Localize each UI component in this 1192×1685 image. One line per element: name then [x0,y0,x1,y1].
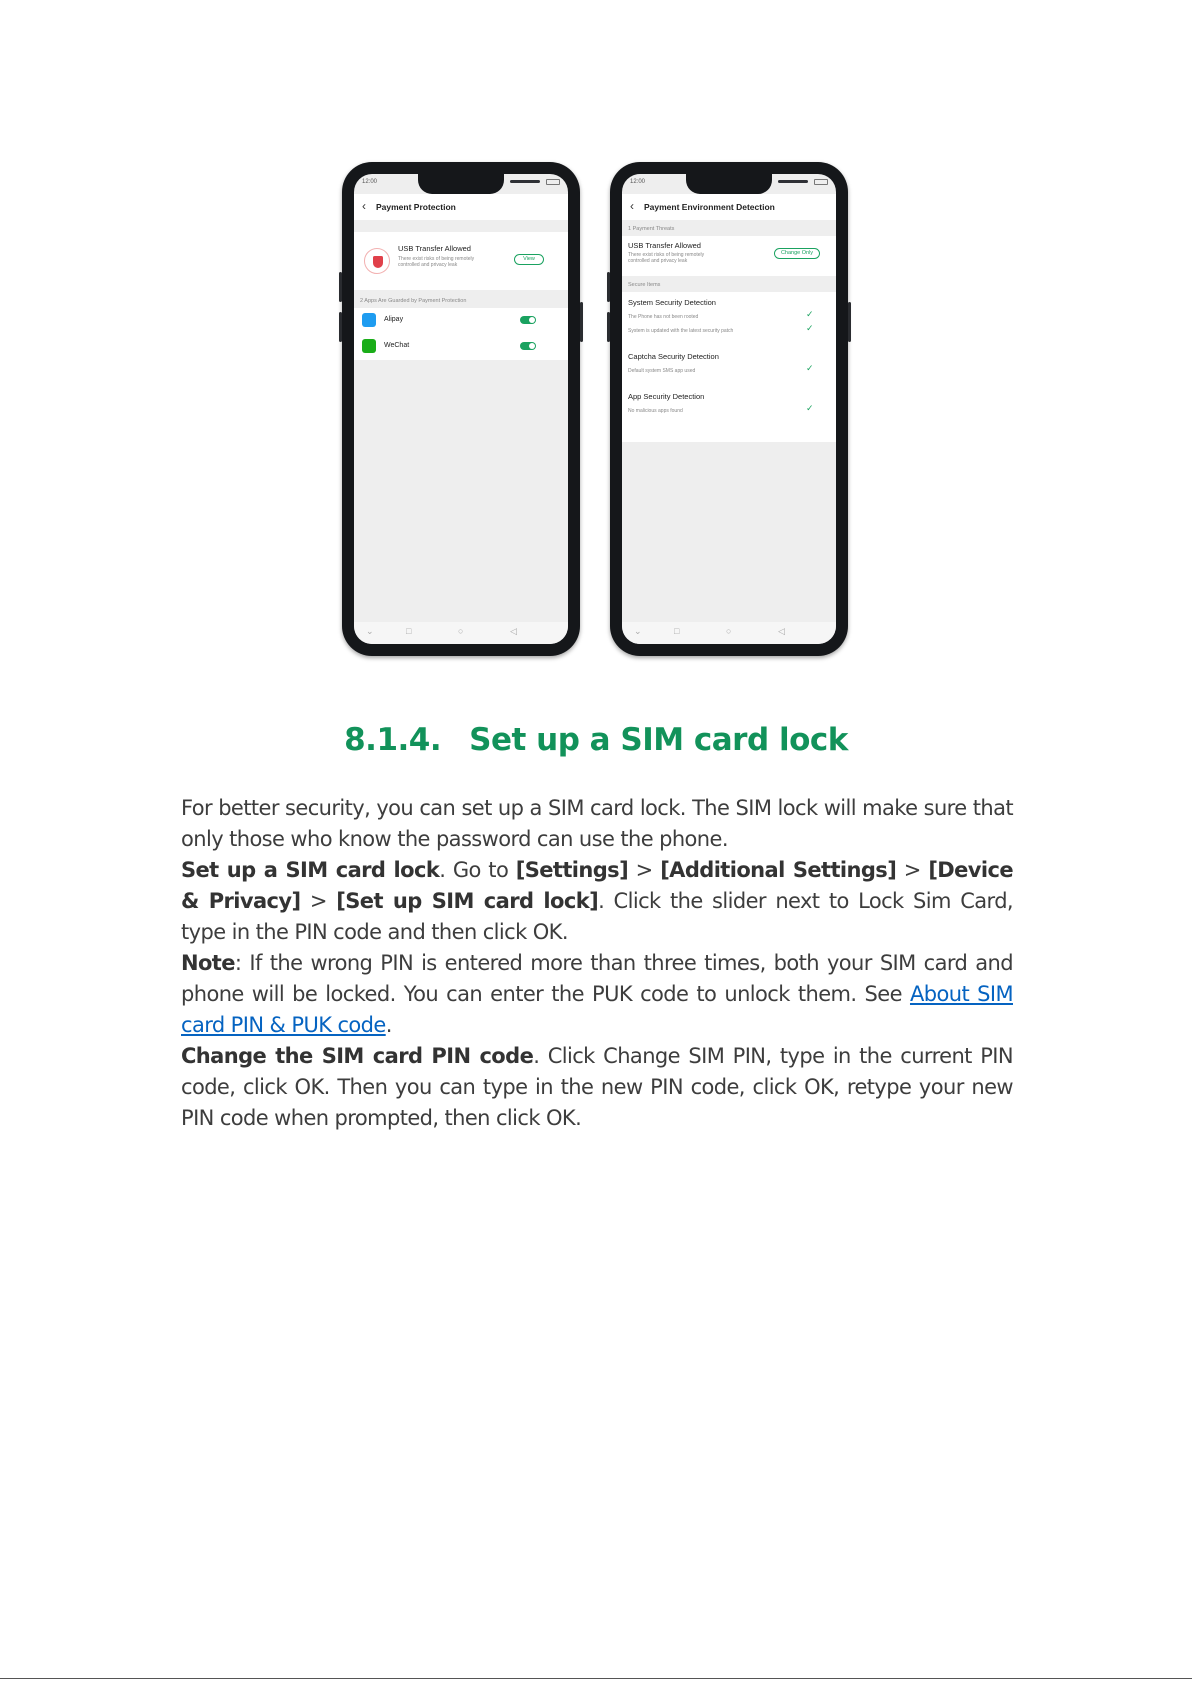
power-button [848,302,851,342]
body-text [181,793,1013,1134]
setup-text: . Click the slider next to Lock Sim Card, type in the PIN code and then click OK. [181,889,1014,944]
setup-paragraph [181,855,1013,948]
note-text: : If the wrong PIN is entered more than three times, both your SIM card and phone will be locked. You can enter the PUK code to unlock them. See [181,951,1013,1006]
back-nav-icon[interactable]: ◁ [778,626,785,636]
usb-title: USB Transfer Allowed [628,241,701,250]
phone-payment-environment [610,162,848,656]
volume-button [607,312,610,342]
captcha-security-title: Captcha Security Detection [628,352,719,361]
volume-button [339,312,342,342]
view-button[interactable]: View [514,254,544,265]
captcha-item-sms: Default system SMS app used [628,368,696,374]
system-item-rooted: The Phone has not been rooted [628,314,699,320]
check-icon: ✓ [806,323,814,333]
battery-icon [546,179,560,185]
volume-button [607,272,610,302]
chevron-down-icon[interactable]: ⌄ [366,626,374,636]
screen-title: Payment Protection [376,202,456,212]
usb-warning-card [354,232,568,290]
recent-apps-icon[interactable]: □ [406,626,412,636]
path-separator: > [628,858,661,882]
change-pin-text: . Click Change SIM PIN, type in the current PIN code, click OK. Then you can type in the new PIN code, click OK, retype your new PIN code when prompted, then click OK. [181,1044,1013,1130]
secure-header: Secure Items [628,282,661,288]
check-icon: ✓ [806,309,814,319]
apps-header: 2 Apps Are Guarded by Payment Protection [360,298,467,304]
app-security-title: App Security Detection [628,392,705,401]
usb-threat-card [622,236,836,276]
section-heading [0,722,1192,758]
shield-icon [364,248,390,274]
about-pin-puk-link[interactable]: About SIM card PIN & PUK code [181,982,1013,1037]
nav-bar [354,622,568,644]
phone-payment-protection [342,162,580,656]
phone-notch [686,174,772,194]
change-pin-lead: Change the SIM card PIN code [181,1044,534,1068]
settings-path: [Settings] [515,858,629,882]
app-label-wechat: WeChat [384,342,410,349]
path-separator: > [896,858,929,882]
status-time: 12:00 [362,179,378,185]
app-item-malicious: No malicious apps found [628,408,683,414]
usb-desc: There exist risks of being remotely controlled and privacy leak [398,256,475,268]
phone-screen [622,174,836,644]
screen-title: Payment Environment Detection [644,202,775,212]
system-security-title: System Security Detection [628,298,716,307]
setup-sim-lock-path: [Set up SIM card lock] [336,889,599,913]
phone-screen [354,174,568,644]
secure-items-list [622,292,836,442]
change-pin-paragraph [181,1041,1013,1134]
wechat-toggle[interactable] [520,342,536,350]
additional-settings-path: [Additional Settings] [660,858,897,882]
battery-icon [814,179,828,185]
screen-titlebar [622,194,836,220]
note-text: . [385,1013,392,1037]
device-privacy-path: [Device & Privacy] [181,858,1013,913]
footer-divider [0,1678,1192,1679]
back-icon[interactable]: ‹ [362,199,366,213]
wechat-icon [362,339,376,353]
recent-apps-icon[interactable]: □ [674,626,680,636]
phone-notch [418,174,504,194]
usb-title: USB Transfer Allowed [398,244,471,253]
note-paragraph [181,948,1013,1041]
status-time: 12:00 [630,179,646,185]
alipay-icon [362,313,376,327]
usb-desc: There exist risks of being remotely controlled and privacy leak [628,252,705,264]
change-only-button[interactable]: Change Only [774,248,820,259]
apps-list [354,308,568,360]
back-icon[interactable]: ‹ [630,199,634,213]
app-label-alipay: Alipay [384,316,404,323]
section-number: 8.1.4. [344,722,442,758]
alipay-toggle[interactable] [520,316,536,324]
check-icon: ✓ [806,363,814,373]
chevron-down-icon[interactable]: ⌄ [634,626,642,636]
back-nav-icon[interactable]: ◁ [510,626,517,636]
nav-bar [622,622,836,644]
note-lead: Note [181,951,235,975]
path-separator: > [300,889,337,913]
setup-lead: Set up a SIM card lock [181,858,440,882]
power-button [580,302,583,342]
intro-paragraph: For better security, you can set up a SIM card lock. The SIM lock will make sure that only those who know the password can use the phone. [181,796,1013,851]
home-icon[interactable]: ○ [458,626,464,636]
home-icon[interactable]: ○ [726,626,732,636]
section-title: Set up a SIM card lock [469,722,848,758]
setup-text: . Go to [439,858,516,882]
system-item-patch: System is updated with the latest security patch [628,328,734,334]
volume-button [339,272,342,302]
threats-header: 1 Payment Threats [628,226,675,232]
check-icon: ✓ [806,403,814,413]
screen-titlebar [354,194,568,220]
